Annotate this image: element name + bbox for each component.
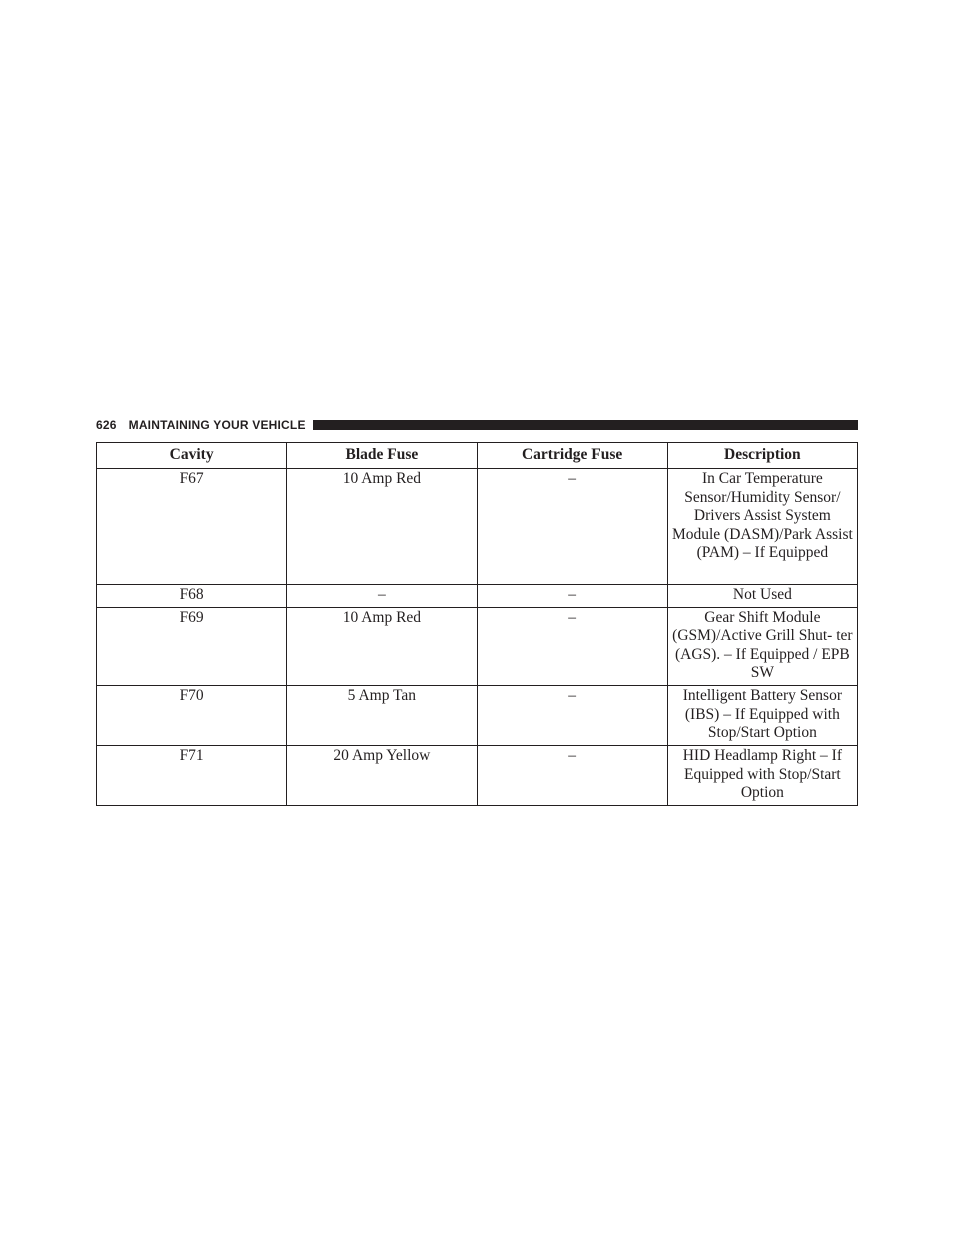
column-header-blade-fuse: Blade Fuse bbox=[287, 443, 477, 469]
cell-cartridge-fuse: – bbox=[477, 469, 667, 585]
page-header bbox=[96, 417, 858, 433]
header-rule-bar bbox=[313, 420, 858, 430]
cell-cartridge-fuse: – bbox=[477, 685, 667, 745]
cell-cavity: F67 bbox=[97, 469, 287, 585]
section-title: MAINTAINING YOUR VEHICLE bbox=[128, 418, 306, 432]
cell-cavity: F70 bbox=[97, 685, 287, 745]
column-header-cavity: Cavity bbox=[97, 443, 287, 469]
cell-cavity: F69 bbox=[97, 607, 287, 685]
cell-blade-fuse: – bbox=[287, 585, 477, 608]
cell-blade-fuse: 10 Amp Red bbox=[287, 607, 477, 685]
cell-cavity: F71 bbox=[97, 745, 287, 805]
cell-description: HID Headlamp Right – If Equipped with Stop/Start Option bbox=[667, 745, 857, 805]
fuse-table bbox=[96, 442, 858, 806]
cell-cavity: F68 bbox=[97, 585, 287, 608]
cell-blade-fuse: 5 Amp Tan bbox=[287, 685, 477, 745]
cell-blade-fuse: 20 Amp Yellow bbox=[287, 745, 477, 805]
column-header-cartridge-fuse: Cartridge Fuse bbox=[477, 443, 667, 469]
cell-description: Not Used bbox=[667, 585, 857, 608]
table-row bbox=[97, 585, 858, 608]
table-row bbox=[97, 469, 858, 585]
cell-blade-fuse: 10 Amp Red bbox=[287, 469, 477, 585]
table-row bbox=[97, 745, 858, 805]
table-row bbox=[97, 607, 858, 685]
column-header-description: Description bbox=[667, 443, 857, 469]
cell-cartridge-fuse: – bbox=[477, 745, 667, 805]
cell-cartridge-fuse: – bbox=[477, 585, 667, 608]
cell-description: In Car Temperature Sensor/Humidity Sensor/ Drivers Assist System Module (DASM)/Park Assist (PAM) – If Equipped bbox=[667, 469, 857, 585]
table-header-row bbox=[97, 443, 858, 469]
cell-cartridge-fuse: – bbox=[477, 607, 667, 685]
page-number: 626 bbox=[96, 418, 117, 432]
cell-description: Gear Shift Module (GSM)/Active Grill Shut- ter (AGS). – If Equipped / EPB SW bbox=[667, 607, 857, 685]
cell-description: Intelligent Battery Sensor (IBS) – If Equipped with Stop/Start Option bbox=[667, 685, 857, 745]
table-row bbox=[97, 685, 858, 745]
